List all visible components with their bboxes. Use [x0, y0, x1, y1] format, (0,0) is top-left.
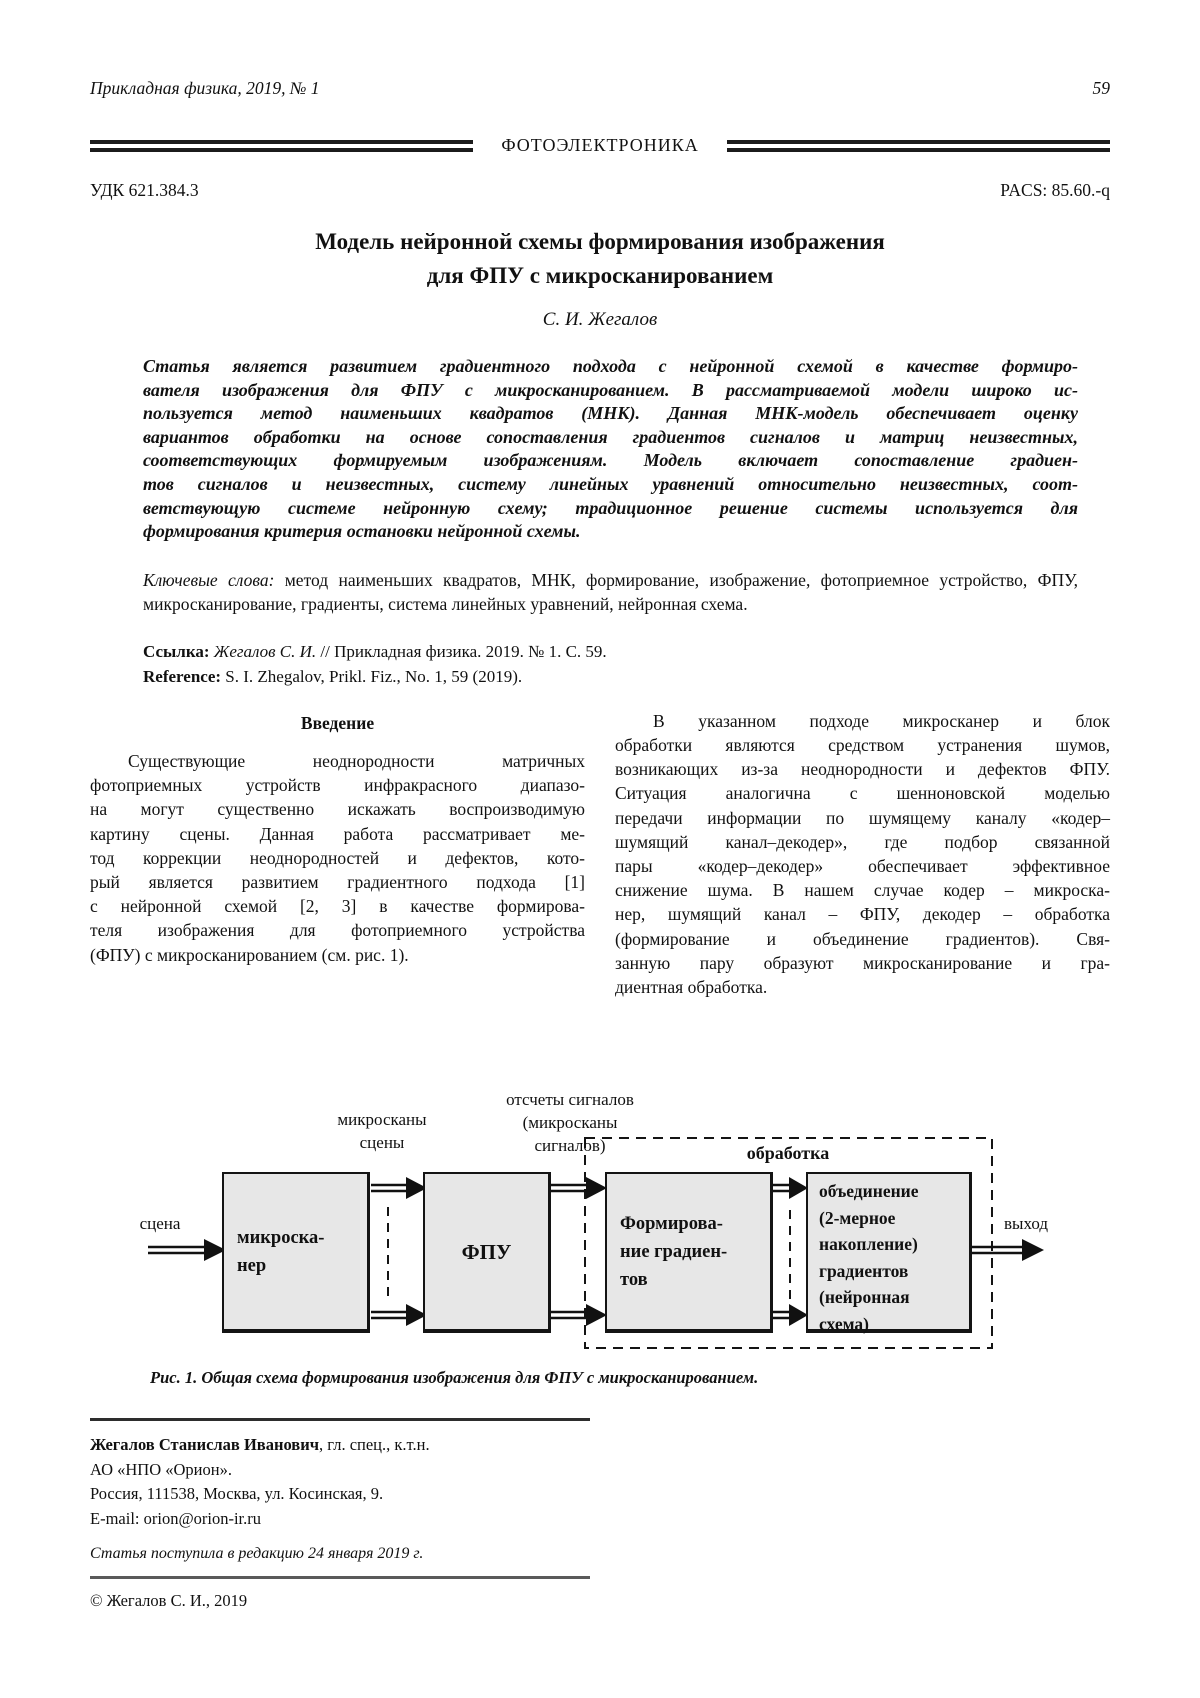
figure-caption: Рис. 1. Общая схема формирования изображения для ФПУ с микросканированием.	[150, 1368, 759, 1387]
keywords-text: метод наименьших квадратов, МНК, формирование, изображение, фотоприемное устройство, ФПУ, микросканирование, градиенты, система линейных уравнений, нейронная схема.	[143, 569, 1078, 615]
section-banner-title: ФОТОЭЛЕКТРОНИКА	[501, 135, 699, 155]
copyright-divider	[90, 1576, 590, 1579]
arrow-top-2	[551, 1177, 607, 1199]
citation-ru	[143, 639, 1078, 664]
signal-samples-label: отсчеты сигналов (микросканы сигналов)	[506, 1090, 634, 1155]
arrow-top-3	[773, 1177, 808, 1199]
udc-code: УДК 621.384.3	[90, 180, 199, 200]
footnote-divider	[90, 1418, 590, 1421]
received-date: Статья поступила в редакцию 24 января 2019 г.	[90, 1545, 424, 1563]
keywords-label: Ключевые слова:	[143, 569, 275, 590]
reference-rest: S. I. Zhegalov, Prikl. Fiz., No. 1, 59 (2019).	[221, 666, 523, 686]
banner-rule-right	[727, 140, 1110, 152]
left-column	[90, 709, 585, 999]
section-banner	[90, 135, 1110, 156]
citation-en	[143, 664, 1078, 689]
figure-box-fpu-label: ФПУ	[461, 1239, 512, 1264]
arrow-top-1	[371, 1177, 427, 1199]
figure-box-gradient-merge-label: объединение (2-мерное накопление) градиентов (нейронная схема)	[819, 1181, 919, 1334]
citation-block	[143, 639, 1078, 689]
reference-label: Reference:	[143, 666, 222, 686]
figure-box-gradient-forming-label: Формирова- ние градиен- тов	[620, 1213, 728, 1290]
pacs-code: PACS: 85.60.-q	[1000, 180, 1110, 200]
citation-rest: // Прикладная физика. 2019. № 1. С. 59.	[316, 641, 607, 661]
intro-paragraph-left: Существующие неоднородности матричных фотоприемных устройств инфракрасного диапазо- на могут существенно искажать воспроизводимую картину сцены. Данная работа рассматривает ме- тод коррекции неоднородностей и дефектов, кото- рый является развитием градиентного подхода [1] с нейронной схемой [2, 3] в качестве формирова- теля изображения для фотоприемного устройства (ФПУ) с микросканированием (см. рис. 1).	[90, 750, 585, 965]
citation-author: Жегалов С. И.	[209, 641, 317, 661]
keywords	[143, 568, 1078, 617]
intro-paragraph-right: В указанном подходе микросканер и блок обработки являются средством устранения шумов, возникающих из-за неоднородности и дефектов ФПУ. Ситуация аналогична с шенноновской моделью передачи информации по шумящему каналу «кодер– шумящий канал–декодер», где подбор связанной пары «кодер–декодер» обеспечивает эффективное снижение шума. В нашем случае кодер – микроска- нер, шумящий канал – ФПУ, декодер – обработка (формирование и объединение градиентов). Свя- занную пару образуют микросканирование и гра- диентная обработка.	[615, 710, 1110, 997]
arrow-bottom-1	[371, 1304, 427, 1326]
output-label: выход	[1004, 1214, 1048, 1233]
footer-email: E-mail: orion@orion-ir.ru	[90, 1508, 261, 1528]
article-title-line2: для ФПУ с микросканированием	[426, 263, 774, 288]
running-head	[90, 78, 1110, 99]
footer-author-line	[90, 1433, 710, 1458]
abstract: Статья является развитием градиентного подхода с нейронной схемой в качестве формиро- вателя изображения для ФПУ с микросканированием. В рассматриваемой модели широко ис- пользуется метод наименьших квадратов (МНК). Данная МНК-модель обеспечивает оценку вариантов обработки на основе сопоставления градиентов сигналов и матриц неизвестных, соответствующих формируемым изображениям. Модель включает сопоставление градиен- тов сигналов и неизвестных, систему линейных уравнений относительно неизвестных, соот- ветствующую системе нейронную схему; традиционное решение системы используется для формирования критерия остановки нейронной схемы.	[143, 356, 1078, 542]
figure-box-microscanner	[222, 1172, 370, 1333]
figure-box-fpu	[423, 1172, 551, 1333]
article-title	[90, 225, 1110, 293]
footer-organization: АО «НПО «Орион».	[90, 1459, 232, 1479]
intro-heading: Введение	[300, 712, 375, 733]
figure-1	[0, 1080, 1200, 1380]
processing-label: обработка	[746, 1143, 830, 1163]
microscans-scene-label: микросканы сцены	[337, 1110, 427, 1152]
banner-rule-left	[90, 140, 473, 152]
footer-author-name: Жегалов Станислав Иванович	[90, 1435, 320, 1454]
article-author: С. И. Жегалов	[542, 309, 658, 330]
footer-address: Россия, 111538, Москва, ул. Косинская, 9.	[90, 1484, 384, 1504]
two-column-text	[90, 709, 1110, 999]
page-number: 59	[1092, 78, 1110, 98]
copyright-line: © Жегалов С. И., 2019	[90, 1591, 248, 1611]
arrow-bottom-2	[551, 1304, 607, 1326]
arrow-bottom-3	[773, 1304, 808, 1326]
figure-box-microscanner-label: микроска- нер	[237, 1227, 325, 1276]
scene-arrow	[148, 1239, 226, 1261]
right-column	[615, 709, 1110, 999]
footer-author-degree: , гл. спец., к.т.н.	[319, 1435, 430, 1454]
author-footnote	[90, 1418, 710, 1611]
journal-title: Прикладная физика, 2019, № 1	[90, 78, 320, 98]
figure-box-gradient-merge	[806, 1172, 972, 1333]
article-title-line1: Модель нейронной схемы формирования изображения	[315, 229, 885, 254]
classification-row	[90, 180, 1110, 201]
output-arrow	[972, 1239, 1044, 1261]
figure-box-gradient-forming	[605, 1172, 773, 1333]
citation-label: Ссылка:	[143, 641, 210, 661]
scene-label: сцена	[139, 1214, 181, 1233]
